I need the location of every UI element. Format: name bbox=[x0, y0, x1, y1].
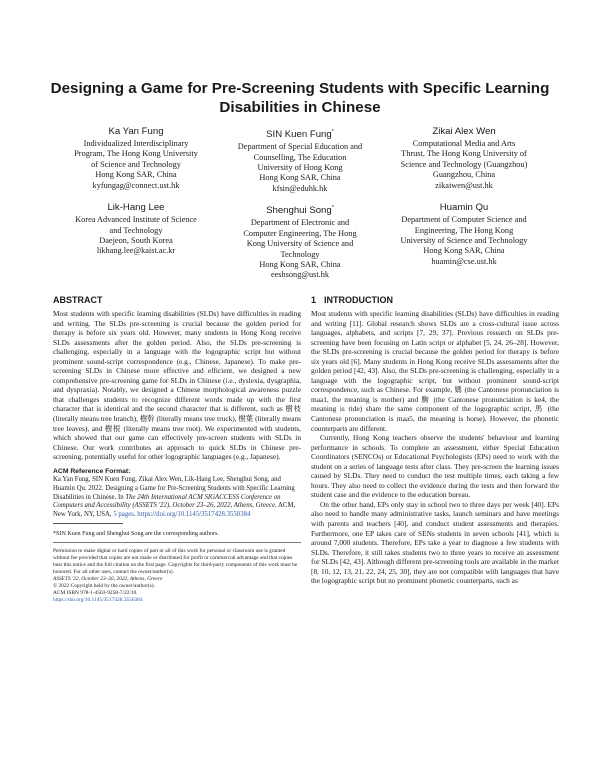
introduction-heading bbox=[311, 295, 559, 306]
author-huamin-qu bbox=[382, 202, 546, 281]
author-email[interactable]: eeshsong@ust.hk bbox=[270, 270, 330, 280]
author-affiliation: Computational Media and Arts bbox=[412, 139, 516, 148]
right-column bbox=[311, 295, 559, 586]
acm-reference-venue: The 24th International ACM SIGACCESS Conference on Computers and Accessibility (ASSETS '22), October 23–26, 2022, Athens, Greece. bbox=[53, 493, 281, 510]
author-affiliation: University of Science and Technology bbox=[400, 236, 528, 246]
author-affiliation: Technology bbox=[280, 249, 320, 259]
acm-reference-citation: Ka Yan Fung, SIN Kuen Fung, Zikai Alex Wen, Lik-Hang Lee, Shenghui Song, and Huamin Qu. 2022. Designing a Game for Pre-Screening Students with Specific Learning Disabilities in Chinese. In bbox=[53, 476, 295, 501]
author-affiliation: Counselling, The Education bbox=[253, 152, 347, 162]
author-affiliation: University of Hong Kong bbox=[257, 163, 343, 172]
intro-paragraph-2: Currently, Hong Kong teachers observe the students' behaviour and learning performance in schools. To complete an assessment, either Special Education Coordinators (SENCOs) or Educational Psychologists (EPs) need to work with the student on a series of language tests after class. They pre-screen the learning issues caused by SLDs. They need to conduct the test multiple times, each taking a few hours. They also need to collect the evidence during the tests and then forward the student case and the evidence to the education bureau. bbox=[311, 433, 559, 500]
section-number: 1 bbox=[311, 295, 317, 305]
abstract-heading: ABSTRACT bbox=[53, 295, 103, 305]
author-shenghui-song bbox=[218, 202, 382, 281]
author-location: Hong Kong SAR, China bbox=[259, 260, 341, 270]
author-email[interactable]: likhang.lee@kaist.ac.kr bbox=[96, 246, 176, 256]
acm-reference-heading: ACM Reference Format: bbox=[53, 467, 131, 475]
permission-copyright: © 2022 Copyright held by the owner/author(s). bbox=[53, 583, 155, 590]
acm-reference-pages: 5 pages bbox=[113, 510, 134, 518]
author-affiliation: of Science and Technology bbox=[91, 159, 181, 169]
paper-title: Designing a Game for Pre-Screening Students with Specific Learning Disabilities in Chinese bbox=[50, 80, 550, 116]
author-name-text: Shenghui Song bbox=[266, 205, 332, 217]
author-sin-kuen-fung bbox=[218, 126, 382, 194]
author-ka-yan-fung bbox=[54, 126, 218, 194]
acm-reference-doi-link[interactable]: https://doi.org/10.1145/3517428.3550384 bbox=[137, 510, 251, 518]
author-lik-hang-lee bbox=[54, 202, 218, 281]
author-affiliation: Department of Electronic and bbox=[250, 218, 350, 228]
corresponding-author-footnote: *SIN Kuen Fung and Shenghui Song are the corresponding authors. bbox=[53, 531, 219, 538]
author-affiliation: Kong University of Science and bbox=[246, 239, 354, 249]
corresponding-mark: * bbox=[331, 129, 334, 135]
author-affiliation: Program, The Hong Kong University bbox=[74, 149, 198, 159]
author-email[interactable]: huamin@cse.ust.hk bbox=[431, 256, 497, 266]
author-affiliation: Computer Engineering, The Hong bbox=[243, 228, 357, 238]
author-block bbox=[54, 126, 546, 281]
author-location: Hong Kong SAR, China bbox=[259, 173, 341, 183]
author-name: Huamin Qu bbox=[439, 202, 489, 214]
permission-rule bbox=[53, 542, 301, 543]
author-name: Zikai Alex Wen bbox=[432, 126, 496, 137]
footnote-rule bbox=[53, 523, 123, 524]
section-title: INTRODUCTION bbox=[324, 295, 394, 305]
author-name bbox=[218, 126, 382, 141]
author-location: Guangzhou, China bbox=[432, 170, 496, 180]
corresponding-mark: * bbox=[331, 205, 334, 212]
author-affiliation: Science and Technology (Guangzhou) bbox=[400, 159, 528, 169]
author-location: Hong Kong SAR, China bbox=[423, 246, 505, 256]
author-email[interactable]: kyfungag@connect.ust.hk bbox=[92, 180, 180, 190]
author-name: Ka Yan Fung bbox=[108, 126, 164, 137]
permission-notice: Permission to make digital or hard copies of part or all of this work for personal or classroom use is granted without fee provided that copies are not made or distributed for profit or commercial advantage and that copies bear this notice and the full citation on the first page. Copyrights for third-party components of this work must be honored. For all other uses, contact the owner/author(s). bbox=[53, 548, 298, 576]
author-location: Daejeon, South Korea bbox=[99, 236, 173, 246]
author-affiliation: Thrust, The Hong Kong University of bbox=[401, 149, 527, 159]
author-name: Lik-Hang Lee bbox=[107, 202, 165, 214]
author-email[interactable]: zikaiwen@ust.hk bbox=[435, 180, 493, 190]
author-row-1 bbox=[54, 126, 546, 194]
abstract-text: Most students with specific learning disabilities (SLDs) have difficulties in reading and writing. The SLDs pre-screening is crucial because the golden period for therapy is before six years old. However, many students in Hong Kong receive SLDs assessments after the golden period. Also, the SLDs pre-screening is challenging, especially in a language with the logographic script but without prominent sound-script correspondence (e.g., Chinese, Japanese). To make pre-screening SLDs in Chinese more effective and efficient, we designed a new comprehensive pre-screening game for SLDs in Chinese (i.e., dyslexia, dysgraphia, and dyspraxia). Notably, we designed a Chinese morphological awareness puzzle that challenges students to recognize different words made up with the first character that is identical and the second character that is different, such as 樹枝 (literally means tree branch), 樹幹 (literally means tree truck), 樹葉 (literally means tree leaves), and 樹根 (literally means tree root). We experimented with students, which showed that our game can effectively pre-screen students with SLDs in Chinese. Our work contributes an approach to quick SLDs in Chinese pre-screening, potentially useful for other logographic languages (e.g., Japanese). bbox=[53, 309, 301, 462]
acm-reference-text: Ka Yan Fung, SIN Kuen Fung, Zikai Alex Wen, Lik-Hang Lee, Shenghui Song, and Huamin Qu. 2022. Designing a Game for Pre-Screening Students with Specific Learning Disabilities in Chinese. In The 24th International ACM SIGACCESS Conference on Computers and Accessibility (ASSETS '22), October 23–26, 2022, Athens, Greece. ACM, New York, NY, USA, 5 pages. https://doi.org/10.1145/3517428.3550384 bbox=[53, 476, 296, 518]
left-column bbox=[53, 295, 301, 604]
author-row-2 bbox=[54, 202, 546, 281]
acm-reference-publisher: ACM, New York, NY, USA, bbox=[53, 502, 296, 518]
author-email[interactable]: kfsin@eduhk.hk bbox=[272, 183, 328, 193]
author-name bbox=[218, 202, 382, 217]
author-affiliation: and Technology bbox=[109, 225, 163, 235]
intro-paragraph-1: Most students with specific learning disabilities (SLDs) have difficulties in reading and writing [11]. Global research shows SLDs are a cross-cultural issue across languages, alphabets, and scripts [7, 29, 37]. Previous research on SLDs pre-screening have been focusing on Latin script or alphabet [5, 24, 26–28]. However, the SLDs pre-screening is crucial because the golden period for therapy is before six years old [6]. Many students in Hong Kong receive SLDs assessments after the golden period [42, 43]. Also, the SLDs pre-screening is challenging, especially in a language with the logographic script, but without prominent sound-script correspondence, such as Chinese. For example, 媽 (the Cantonese pronunciation is maa1, the meaning is mother) and 駒 (the Cantonese pronunciation is ke4, the meaning is ride) share the same component of the logographic script, 馬 (the Cantonese pronunciation is maa5, the meaning is horse). However, the phonetic counterparts are different. bbox=[311, 309, 559, 433]
author-affiliation: Individualized Interdisciplinary bbox=[83, 139, 189, 148]
author-affiliation: Department of Special Education and bbox=[237, 142, 363, 152]
permission-isbn: ACM ISBN 978-1-4503-9258-7/22/10. bbox=[53, 590, 138, 597]
permission-block bbox=[53, 548, 301, 604]
author-affiliation: Korea Advanced Institute of Science bbox=[75, 215, 197, 225]
author-name-text: SIN Kuen Fung bbox=[266, 129, 332, 141]
permission-venue: ASSETS '22, October 23–26, 2022, Athens, Greece bbox=[53, 576, 163, 583]
author-affiliation: Engineering, The Hong Kong bbox=[414, 225, 514, 235]
author-zikai-alex-wen bbox=[382, 126, 546, 194]
intro-paragraph-3: On the other hand, EPs only stay in school two to three days per week [40]. EPs also need to handle many administrative tasks, launch seminars and have meetings with parents and teachers [40], and conduct student assessments and therapies. Furthermore, one EP takes care of SENs students in seven schools [41], which is around 7,000 students. Therefore, EPs take a year to diagnose a few students with SLDs. Therefore, it still takes students two to three years to receive an assessment for SLDs [42, 43]. Although different pre-screening tools are available in the market [8, 10, 12, 13, 21, 22, 24, 25, 30], they are not compatible with languages that have the logographic script but no prominent phonetic counterparts, such as bbox=[311, 499, 559, 586]
permission-doi-link[interactable]: https://doi.org/10.1145/3517428.3550384 bbox=[53, 597, 143, 604]
author-affiliation: Department of Computer Science and bbox=[401, 215, 527, 225]
author-location: Hong Kong SAR, China bbox=[95, 170, 177, 180]
